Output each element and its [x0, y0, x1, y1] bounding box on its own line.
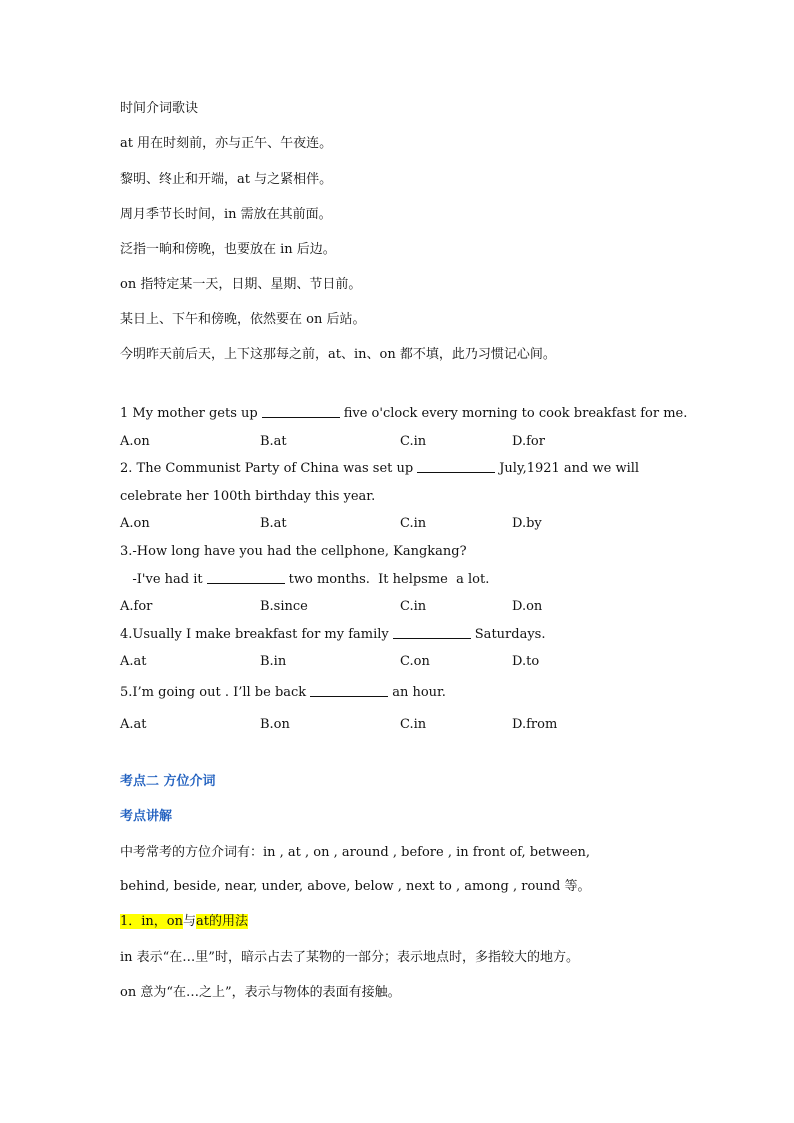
- answer-blank[interactable]: [207, 571, 285, 584]
- usage-title-part: at: [196, 914, 210, 929]
- option-b: B.since: [260, 599, 308, 614]
- question-1-stem: [120, 405, 687, 423]
- rhyme-line: 泛指一晌和傍晚，也要放在 in 后边。: [120, 242, 336, 257]
- option-b: B.on: [260, 717, 290, 732]
- in-description: in 表示“在…里”时，暗示占去了某物的一部分；表示地点时，多指较大的地方。: [120, 950, 579, 965]
- option-d: D.from: [512, 717, 558, 732]
- option-c: C.in: [400, 717, 427, 732]
- question-stem-after: July,1921 and we will: [499, 461, 640, 476]
- option-a: A.for: [120, 599, 153, 614]
- section-heading: 考点二 方位介词: [120, 774, 216, 789]
- usage-title-part: 的用法: [209, 914, 249, 929]
- rhyme-line: 周月季节长时间，in 需放在其前面。: [120, 207, 332, 222]
- question-stem-before: 5.I’m going out . I’ll be back: [120, 685, 307, 700]
- question-stem-before: 4.Usually I make breakfast for my family: [120, 627, 389, 642]
- question-stem-before: -I've had it: [120, 572, 203, 587]
- section-subheading: 考点讲解: [120, 809, 173, 824]
- rhyme-line: 黎明、终止和开端，at 与之紧相伴。: [120, 172, 333, 187]
- option-a: A.at: [120, 654, 147, 669]
- rhyme-line: at 用在时刻前，亦与正午、午夜连。: [120, 136, 333, 151]
- usage-title-part: 与: [183, 914, 197, 929]
- option-d: D.for: [512, 434, 545, 449]
- answer-blank[interactable]: [262, 405, 340, 418]
- question-2-stem: [120, 460, 639, 478]
- usage-title-part: 1．in，on: [120, 914, 184, 929]
- option-d: D.to: [512, 654, 540, 669]
- rhyme-line: 某日上、下午和傍晚，依然要在 on 后站。: [120, 312, 366, 327]
- rhyme-line: on 指特定某一天，日期、星期、节日前。: [120, 277, 362, 292]
- rhyme-title: 时间介词歌诀: [120, 101, 199, 116]
- option-b: B.at: [260, 516, 287, 531]
- question-4-stem: [120, 626, 545, 644]
- question-3-stem-line1: 3.-How long have you had the cellphone, Kangkang?: [120, 544, 467, 559]
- question-3-stem: [120, 571, 489, 589]
- question-stem-after: five o'clock every morning to cook breakfast for me.: [343, 406, 688, 421]
- question-stem-after: an hour.: [392, 685, 446, 700]
- intro-line-2: behind, beside, near, under, above, below , next to , among , round 等。: [120, 879, 591, 894]
- question-5-stem: [120, 684, 446, 702]
- option-b: B.at: [260, 434, 287, 449]
- option-d: D.by: [512, 516, 542, 531]
- question-stem-after: Saturdays.: [474, 627, 546, 642]
- rhyme-line: 今明昨天前后天，上下这那每之前，at、in、on 都不填，此乃习惯记心间。: [120, 347, 556, 362]
- question-2-stem-line2: celebrate her 100th birthday this year.: [120, 489, 376, 504]
- option-c: C.on: [400, 654, 430, 669]
- answer-blank[interactable]: [393, 626, 471, 639]
- option-a: A.on: [120, 434, 150, 449]
- on-description: on 意为“在…之上”，表示与物体的表面有接触。: [120, 985, 401, 1000]
- option-c: C.in: [400, 599, 427, 614]
- usage-title: [120, 913, 248, 931]
- option-c: C.in: [400, 434, 427, 449]
- question-stem-before: 2. The Communist Party of China was set up: [120, 461, 414, 476]
- intro-line-1: 中考常考的方位介词有：in , at , on , around , before , in front of, between,: [120, 845, 591, 860]
- option-a: A.at: [120, 717, 147, 732]
- option-a: A.on: [120, 516, 150, 531]
- answer-blank[interactable]: [417, 460, 495, 473]
- option-d: D.on: [512, 599, 543, 614]
- question-stem-before: 1 My mother gets up: [120, 406, 258, 421]
- option-b: B.in: [260, 654, 287, 669]
- option-c: C.in: [400, 516, 427, 531]
- question-stem-after: two months. It helpsme a lot.: [288, 572, 490, 587]
- answer-blank[interactable]: [310, 684, 388, 697]
